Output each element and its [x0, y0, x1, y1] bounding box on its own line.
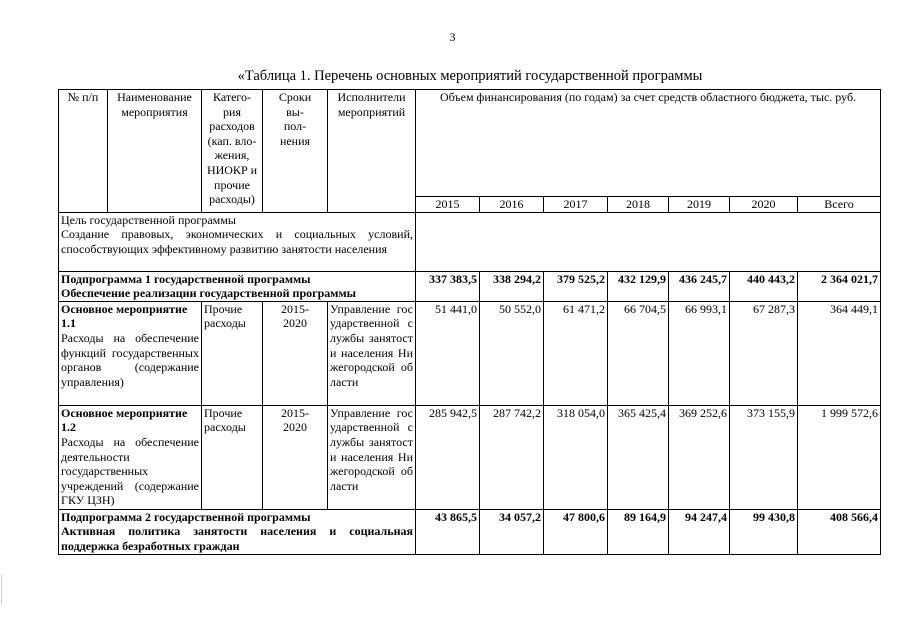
activity12-executor: Управление государственной службы занятости населения Нижегородской области: [328, 405, 416, 509]
header-row: [59, 90, 881, 197]
activity11-category: Прочие расходы: [202, 301, 263, 405]
subprogram2-2017: 47 800,6: [544, 509, 608, 554]
header-terms: Сроки вы- пол- нения: [263, 90, 328, 213]
year-2020: 2020: [730, 197, 798, 213]
year-2017: 2017: [544, 197, 608, 213]
activity12-2020: 373 155,9: [730, 405, 798, 509]
subprogram1-2016: 338 294,2: [480, 271, 544, 301]
activity12-cell: [59, 405, 202, 509]
subprogram2-row: [59, 509, 881, 554]
subprogram2-2019: 94 247,4: [669, 509, 730, 554]
activity12-total: 1 999 572,6: [798, 405, 881, 509]
subprogram1-title: Подпрограмма 1 государственной программы: [61, 271, 311, 286]
header-category: Катего- рия расходов (кап. вло- жения, НИОКР и прочие расходы): [202, 90, 263, 213]
header-funding: Объем финансирования (по годам) за счет средств областного бюджета, тыс. руб.: [416, 90, 881, 197]
goal-row: [59, 212, 881, 271]
scan-margin-mark: [1, 575, 5, 605]
subprogram1-2019: 436 245,7: [669, 271, 730, 301]
goal-text: Создание правовых, экономических и социальных условий, способствующих эффективному развитию занятости населения: [61, 227, 413, 256]
subprogram1-name: Обеспечение реализации государственной программы: [61, 286, 356, 301]
activity11-row: [59, 301, 881, 405]
subprogram2-title: Подпрограмма 2 государственной программы: [61, 509, 311, 524]
page-number: 3: [449, 30, 456, 44]
year-2016: 2016: [480, 197, 544, 213]
activity12-terms: 2015- 2020: [263, 405, 328, 509]
year-2018: 2018: [608, 197, 669, 213]
subprogram1-2020: 440 443,2: [730, 271, 798, 301]
subprogram1-row: [59, 271, 881, 301]
activity12-category: Прочие расходы: [202, 405, 263, 509]
subprogram1-cell: [59, 271, 416, 301]
subprogram2-2020: 99 430,8: [730, 509, 798, 554]
activity11-description: Расходы на обеспечение функций государственных органов (содержание управления): [61, 330, 199, 389]
subprogram2-total: 408 566,4: [798, 509, 881, 554]
subprogram1-total: 2 364 021,7: [798, 271, 881, 301]
subprogram2-2015: 43 865,5: [416, 509, 480, 554]
activity11-2020: 67 287,3: [730, 301, 798, 405]
header-name: Наименование мероприятия: [108, 90, 202, 213]
activity12-2016: 287 742,2: [480, 405, 544, 509]
activity11-2015: 51 441,0: [416, 301, 480, 405]
subprogram2-2016: 34 057,2: [480, 509, 544, 554]
activity12-2018: 365 425,4: [608, 405, 669, 509]
activity12-description: Расходы на обеспечение деятельности государственных учреждений (содержание ГКУ ЦЗН): [61, 434, 199, 508]
year-2015: 2015: [416, 197, 480, 213]
goal-empty: [416, 212, 881, 271]
table-caption: «Таблица 1. Перечень основных мероприятий государственной программы: [237, 68, 703, 84]
activity11-2018: 66 704,5: [608, 301, 669, 405]
activity11-total: 364 449,1: [798, 301, 881, 405]
year-2019: 2019: [669, 197, 730, 213]
activity12-2017: 318 054,0: [544, 405, 608, 509]
activity12-2019: 369 252,6: [669, 405, 730, 509]
activity11-title: Основное мероприятие 1.1: [61, 301, 188, 331]
activity12-row: [59, 405, 881, 509]
subprogram2-2018: 89 164,9: [608, 509, 669, 554]
activity11-2016: 50 552,0: [480, 301, 544, 405]
header-num: № п/п: [59, 90, 108, 213]
activity12-2015: 285 942,5: [416, 405, 480, 509]
subprogram1-2015: 337 383,5: [416, 271, 480, 301]
activity11-executor: Управление государственной службы занятости населения Нижегородской области: [328, 301, 416, 405]
subprogram1-2017: 379 525,2: [544, 271, 608, 301]
goal-cell: [59, 212, 416, 271]
header-executors: Исполнители мероприятий: [328, 90, 416, 213]
activity12-title: Основное мероприятие 1.2: [61, 405, 188, 435]
goal-title: Цель государственной программы: [61, 212, 236, 227]
subprogram2-cell: [59, 509, 416, 554]
activity11-cell: [59, 301, 202, 405]
activity11-2019: 66 993,1: [669, 301, 730, 405]
subprogram1-2018: 432 129,9: [608, 271, 669, 301]
activity11-2017: 61 471,2: [544, 301, 608, 405]
measures-table: [58, 89, 881, 555]
subprogram2-name: Активная политика занятости населения и социальная поддержка безработных граждан: [61, 524, 413, 553]
activity11-terms: 2015- 2020: [263, 301, 328, 405]
year-total: Всего: [798, 197, 881, 213]
